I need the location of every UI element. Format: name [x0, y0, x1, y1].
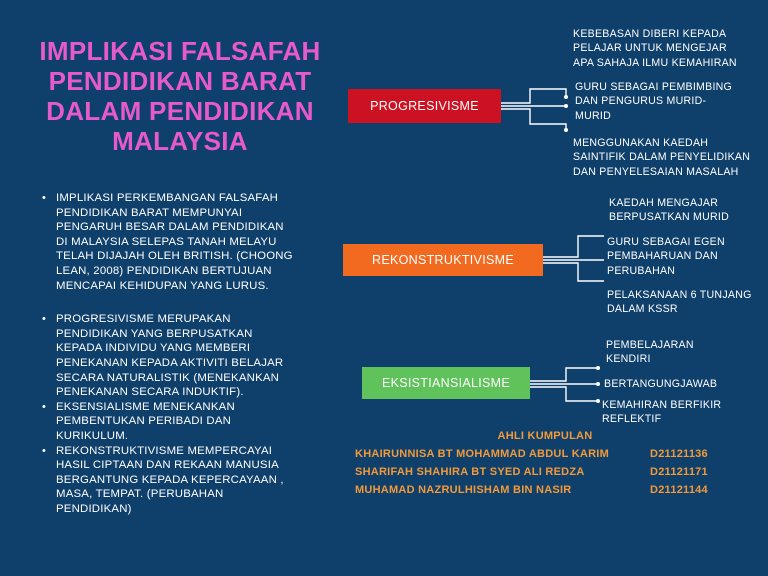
member-name: KHAIRUNNISA BT MOHAMMAD ABDUL KARIM	[355, 448, 609, 460]
node-label: EKSISTIANSIALISME	[381, 376, 511, 390]
connector-dot	[564, 95, 568, 99]
member-id: D21121171	[650, 466, 708, 478]
member-row	[355, 445, 725, 463]
bullet-item-eksensialisme: • EKSENSIALISME MENEKANKAN PEMBENTUKAN PERIBADI DAN KURIKULUM.	[42, 400, 332, 444]
node-progresivisme	[348, 89, 501, 123]
note-eksistensialisme-1: PEMBELAJARAN KENDIRI	[606, 339, 694, 366]
member-id: D21121136	[650, 448, 708, 460]
note-progresivisme-3: MENGGUNAKAN KAEDAH SAINTIFIK DALAM PENYELIDIKAN DAN PENYELESAIAN MASALAH	[573, 137, 751, 178]
connector-dot	[596, 382, 600, 386]
note-rekonstruktivisme-2: GURU SEBAGAI EGEN PEMBAHARUAN DAN PERUBAHAN	[607, 236, 725, 277]
member-id: D21121144	[650, 484, 708, 496]
note-rekonstruktivisme-3: PELAKSANAAN 6 TUNJANG DALAM KSSR	[607, 289, 752, 316]
connector-progresivisme	[501, 89, 566, 130]
node-label: PROGRESIVISME	[370, 99, 479, 113]
node-label: REKONSTRUKTIVISME	[372, 253, 514, 267]
note-rekonstruktivisme-1: KAEDAH MENGAJAR BERPUSATKAN MURID	[609, 197, 730, 224]
connector-dot	[564, 128, 568, 132]
title-line: IMPLIKASI FALSAFAH	[39, 36, 321, 66]
node-eksistensialisme	[362, 367, 530, 399]
note-progresivisme-2: GURU SEBAGAI PEMBIMBING DAN PENGURUS MURID- MURID	[575, 81, 733, 122]
connector-rekonstruktivisme	[543, 236, 604, 281]
note-eksistensialisme-3: KEMAHIRAN BERFIKIR REFLEKTIF	[602, 399, 722, 426]
member-row	[355, 463, 725, 481]
bullet-item-rekonstruktivisme: • REKONSTRUKTIVISME MEMPERCAYAI HASIL CIPTAAN DAN REKAAN MANUSIA BERGANTUNG KEPADA KEPERCAYAAN , MASA, TEMPAT. (PERUBAHAN PENDIDIKAN)	[42, 444, 332, 517]
members-heading: AHLI KUMPULAN	[497, 430, 593, 442]
connector-dot	[564, 104, 568, 108]
connector-eksistensialisme	[522, 368, 598, 401]
title-line: PENDIDIKAN BARAT	[48, 66, 312, 96]
note-progresivisme-1: KEBEBASAN DIBERI KEPADA PELAJAR UNTUK MENGEJAR APA SAHAJA ILMU KEMAHIRAN	[573, 28, 737, 69]
member-name: SHARIFAH SHAHIRA BT SYED ALI REDZA	[355, 466, 585, 478]
connector-dot	[596, 366, 600, 370]
title-line: MALAYSIA	[112, 126, 248, 156]
node-rekonstruktivisme	[343, 244, 543, 276]
group-members	[355, 428, 725, 499]
connector-dot	[596, 399, 600, 403]
bullet-item-progresivisme: • PROGRESIVISME MERUPAKAN PENDIDIKAN YANG BERPUSATKAN KEPADA INDIVIDU YANG MEMBERI PENEKANAN KEPADA AKTIVITI BELAJAR SECARA NATURALISTIK (MENEKANKAN PENEKANAN SECARA INDUKTIF).	[42, 312, 332, 400]
bullet-item-implikasi: • IMPLIKASI PERKEMBANGAN FALSAFAH PENDIDIKAN BARAT MEMPUNYAI PENGARUH BESAR DALAM PENDIDIKAN DI MALAYSIA SELEPAS TANAH MELAYU TELAH DIJAJAH OLEH BRITISH. (CHOONG LEAN, 2008) PENDIDIKAN BERTUJUAN MENCAPAI KEHIDUPAN YANG LURUS.	[42, 191, 332, 293]
member-name: MUHAMAD NAZRULHISHAM BIN NASIR	[355, 484, 572, 496]
title-line: DALAM PENDIDIKAN	[46, 96, 314, 126]
note-eksistensialisme-2: BERTANGUNGJAWAB	[604, 378, 718, 390]
member-row	[355, 481, 725, 499]
